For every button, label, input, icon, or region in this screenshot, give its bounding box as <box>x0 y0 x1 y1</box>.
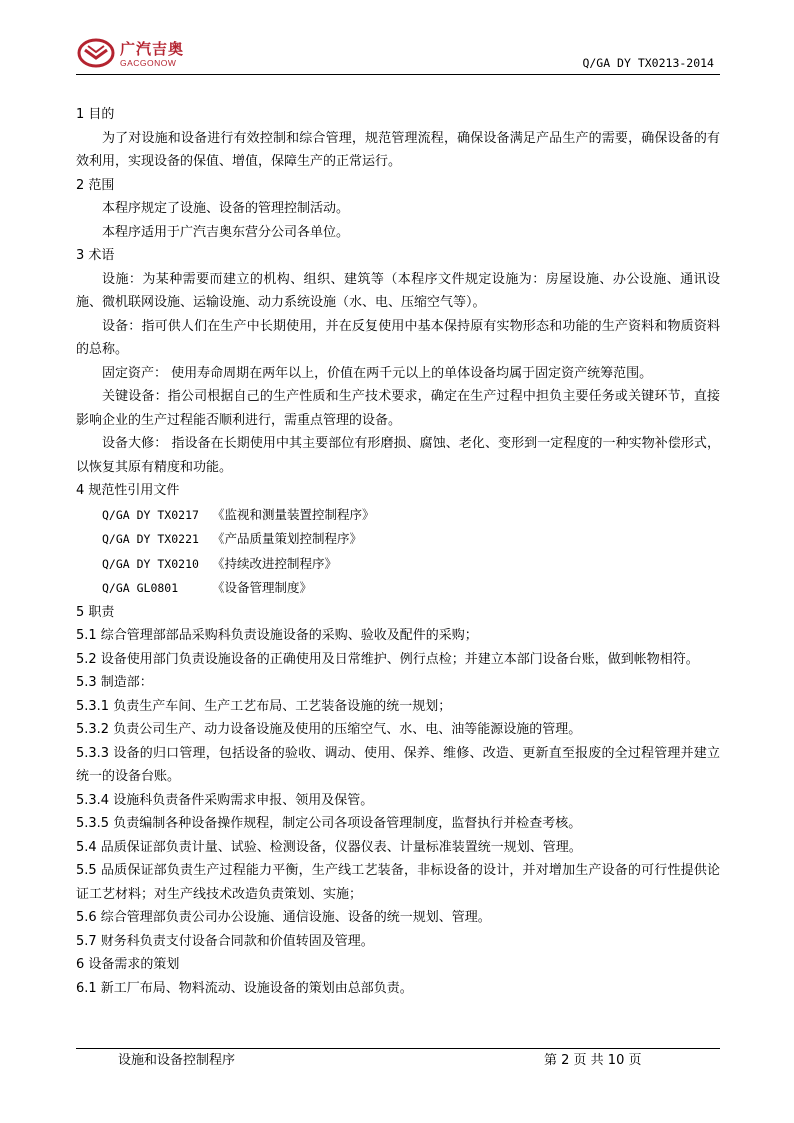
page-number: 第 2 页 共 10 页 <box>544 1053 642 1068</box>
paragraph: 设备：指可供人们在生产中长期使用，并在反复使用中基本保持原有实物形态和功能的生产资料和物质资料的总称。 <box>76 318 720 357</box>
footer-title: 设施和设备控制程序 <box>118 1053 236 1068</box>
clause-item: 5.3.4 设施科负责备件采购需求申报、领用及保管。 <box>76 792 374 808</box>
reference-title: 《设备管理制度》 <box>212 580 313 595</box>
clause-item: 5.1 综合管理部部品采购科负责设施设备的采购、验收及配件的采购； <box>76 628 478 643</box>
clause-item: 5.7 财务科负责支付设备合同款和价值转固及管理。 <box>76 933 374 949</box>
reference-code: Q/GA DY TX0217 <box>102 507 199 522</box>
clause-item: 5.3.5 负责编制各种设备操作规程，制定公司各项设备管理制度，监督执行并检查考核。 <box>76 816 582 831</box>
section-heading: 4 规范性引用文件 <box>76 483 180 498</box>
section-heading: 1 目的 <box>76 107 115 122</box>
page-header <box>76 34 720 75</box>
clause-item: 5.4 品质保证部负责计量、试验、检测设备，仪器仪表、计量标准装置统一规划、管理。 <box>76 839 582 855</box>
paragraph: 本程序适用于广汽吉奥东营分公司各单位。 <box>102 224 350 240</box>
paragraph: 本程序规定了设施、设备的管理控制活动。 <box>102 201 350 216</box>
reference-code: Q/GA DY TX0221 <box>102 532 199 546</box>
reference-item <box>76 527 720 552</box>
reference-code: Q/GA GL0801 <box>102 581 179 595</box>
page-footer <box>76 1048 720 1073</box>
reference-title: 《产品质量策划控制程序》 <box>212 531 363 546</box>
clause-item: 5.3.1 负责生产车间、生产工艺布局、工艺装备设施的统一规划； <box>76 698 452 714</box>
clause-item: 5.5 品质保证部负责生产过程能力平衡，生产线工艺装备，非标设备的设计，并对增加生产设备的可行性提供论证工艺材料；对生产线技术改造负责策划、实施； <box>76 863 720 902</box>
clause-item: 5.3.3 设备的归口管理，包括设备的验收、调动、使用、保养、维修、改造、更新直至报废的全过程管理并建立统一的设备台账。 <box>76 745 720 784</box>
reference-title: 《持续改进控制程序》 <box>212 555 338 571</box>
section-heading: 2 范围 <box>76 177 115 193</box>
reference-title: 《监视和测量装置控制程序》 <box>212 506 375 522</box>
section-heading: 3 术语 <box>76 248 115 263</box>
clause-item: 5.3 制造部： <box>76 675 153 690</box>
document-code: Q/GA DY TX0213-2014 <box>582 56 714 70</box>
paragraph: 关键设备：指公司根据自己的生产性质和生产技术要求，确定在生产过程中担负主要任务或关键环节，直接影响企业的生产过程能否顺利进行，需重点管理的设备。 <box>76 389 720 428</box>
reference-code: Q/GA DY TX0210 <box>102 556 199 571</box>
reference-item <box>76 503 720 528</box>
paragraph: 固定资产： 使用寿命周期在两年以上，价值在两千元以上的单体设备均属于固定资产统筹范围。 <box>102 365 653 381</box>
paragraph: 设施：为某种需要而建立的机构、组织、建筑等（本程序文件规定设施为：房屋设施、办公设施、通讯设施、微机联网设施、运输设施、动力系统设施（水、电、压缩空气等）。 <box>76 271 720 310</box>
section-heading: 5 职责 <box>76 604 115 620</box>
reference-item <box>76 576 720 601</box>
clause-item: 5.3.2 负责公司生产、动力设备设施及使用的压缩空气、水、电、油等能源设施的管理。 <box>76 722 582 737</box>
company-logo <box>76 36 206 70</box>
clause-item: 5.6 综合管理部负责公司办公设施、通信设施、设备的统一规划、管理。 <box>76 910 491 925</box>
logo-text-cn: 广汽吉奥 <box>120 40 185 58</box>
clause-item: 6.1 新工厂布局、物料流动、设施设备的策划由总部负责。 <box>76 980 413 996</box>
reference-item <box>76 552 720 577</box>
logo-text-en: GACGONOW <box>120 58 177 68</box>
paragraph: 设备大修： 指设备在长期使用中其主要部位有形磨损、腐蚀、老化、变形到一定程度的一种实物补偿形式，以恢复其原有精度和功能。 <box>76 436 720 475</box>
clause-item: 5.2 设备使用部门负责设施设备的正确使用及日常维护、例行点检；并建立本部门设备台账，做到帐物相符。 <box>76 651 699 667</box>
paragraph: 为了对设施和设备进行有效控制和综合管理，规范管理流程，确保设备满足产品生产的需要，确保设备的有效利用，实现设备的保值、增值，保障生产的正常运行。 <box>76 130 720 169</box>
section-heading: 6 设备需求的策划 <box>76 957 180 972</box>
document-body <box>76 103 720 1000</box>
gac-emblem-icon <box>76 36 116 70</box>
